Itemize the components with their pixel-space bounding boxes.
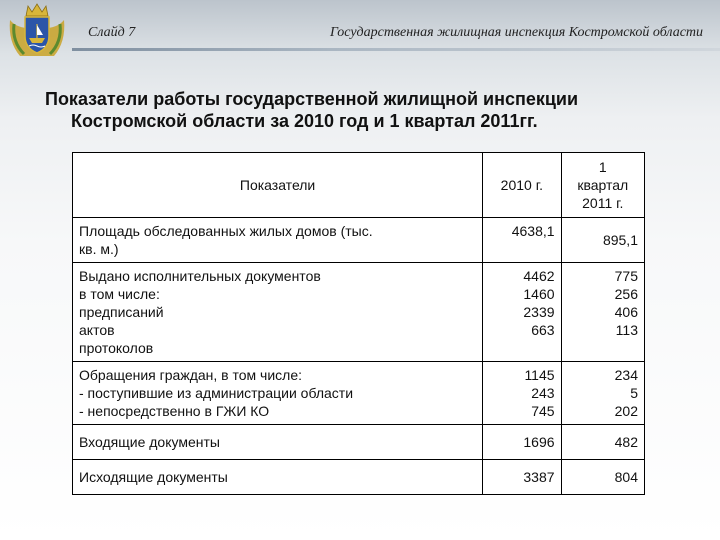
- header-divider: [72, 48, 720, 51]
- row-value-2010: 1145 243 745: [483, 362, 561, 425]
- row-value-q1-2011: 775 256 406 113: [561, 263, 644, 362]
- row-value-q1-2011: 895,1: [561, 218, 644, 263]
- row-value-q1-2011: 234 5 202: [561, 362, 644, 425]
- row-indicator: Площадь обследованных жилых домов (тыс. кв. м.): [73, 218, 483, 263]
- indicators-table: [72, 152, 645, 495]
- row-indicator: Обращения граждан, в том числе: - поступившие из администрации области - непосредственно в ГЖИ КО: [73, 362, 483, 425]
- row-value-q1-2011: 482: [561, 425, 644, 460]
- row-value-2010: 4462 1460 2339 663: [483, 263, 561, 362]
- table-row: [73, 460, 645, 495]
- title-line-2: Костромской области за 2010 год и 1 квартал 2011гг.: [71, 111, 538, 131]
- table-row: [73, 263, 645, 362]
- row-value-2010: 1696: [483, 425, 561, 460]
- table-row: [73, 425, 645, 460]
- row-value-2010: 4638,1: [483, 218, 561, 263]
- kostroma-coat-of-arms-icon: [6, 2, 68, 60]
- slide-number: Слайд 7: [88, 25, 136, 40]
- title-line-1: Показатели работы государственной жилищной инспекции: [45, 89, 579, 109]
- table-row: [73, 218, 645, 263]
- row-value-2010: 3387: [483, 460, 561, 495]
- organization-name: Государственная жилищная инспекция Костромской области: [330, 25, 704, 40]
- row-indicator: Входящие документы: [73, 425, 483, 460]
- slide-header: [0, 0, 720, 62]
- column-header-q1-2011: 1 квартал 2011 г.: [561, 153, 644, 218]
- column-header-indicator: Показатели: [73, 153, 483, 218]
- column-header-2010: 2010 г.: [483, 153, 561, 218]
- table-row: [73, 362, 645, 425]
- page-title: [45, 88, 685, 132]
- row-indicator: Выдано исполнительных документов в том числе: предписаний актов протоколов: [73, 263, 483, 362]
- table-header-row: [73, 153, 645, 218]
- row-indicator: Исходящие документы: [73, 460, 483, 495]
- row-value-q1-2011: 804: [561, 460, 644, 495]
